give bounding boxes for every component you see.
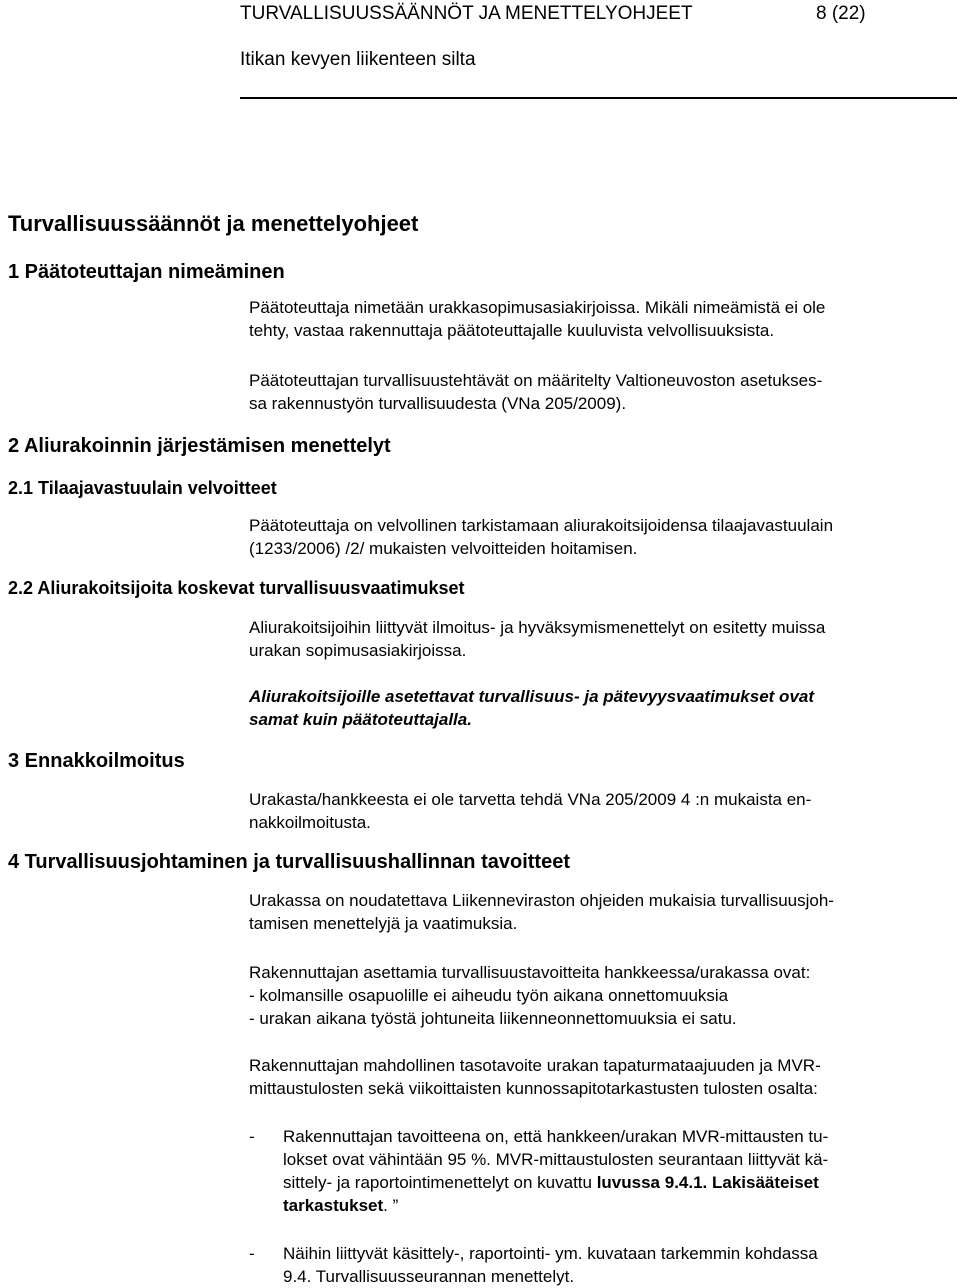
section-reference-title: tarkastukset [283,1196,384,1215]
section-2-2-heading: 2.2 Aliurakoitsijoita koskevat turvallisuusvaatimukset [8,578,465,598]
header-rule [240,97,957,99]
list-item: - Rakennuttajan tavoitteena on, että hankkeen/urakan MVR-mittausten tu- lokset ovat vähintään 95 %. MVR-mittaustulosten seurantaan liittyvät kä- sittely- ja raportointimenettelyt on kuvattu luvussa 9.4.1. Lakisääteiset tarkastukset. ” [249,1127,829,1215]
list-item: - Näihin liittyvät käsittely-, raportointi- ym. kuvataan tarkemmin kohdassa 9.4. Turvallisuusseurannan menettelyt. [249,1244,818,1286]
header-subtitle: Itikan kevyen liikenteen silta [240,49,476,70]
header-title: TURVALLISUUSSÄÄNNÖT JA MENETTELYOHJEET [240,3,693,24]
section-3-paragraph: Urakasta/hankkeesta ei ole tarvetta tehdä VNa 205/2009 4 :n mukaista en- nakkoilmoitusta. [249,790,812,832]
section-2-heading: 2 Aliurakoinnin järjestämisen menettelyt [8,435,391,457]
section-4-paragraph-1: Urakassa on noudatettava Liikenneviraston ohjeiden mukaisia turvallisuusjoh- tamisen menettelyjä ja vaatimuksia. [249,891,834,933]
list-bullet: - [249,1244,255,1263]
section-4-paragraph-3: Rakennuttajan mahdollinen tasotavoite urakan tapaturmataajuuden ja MVR- mittaustulosten sekä viikoittaisten kunnossapitotarkastusten tulosten osalta: [249,1056,821,1098]
section-reference: luvussa 9.4.1. Lakisääteiset [596,1173,819,1192]
section-1-paragraph-1: Päätoteuttaja nimetään urakkasopimusasiakirjoissa. Mikäli nimeämistä ei ole tehty, vastaa rakennuttaja päätoteuttajalle kuuluvista velvollisuuksista. [249,298,826,340]
section-3-heading: 3 Ennakkoilmoitus [8,750,185,772]
list-bullet: - [249,1127,255,1146]
page-number: 8 (22) [816,3,866,24]
section-2-2-paragraph: Aliurakoitsijoihin liittyvät ilmoitus- ja hyväksymismenettelyt on esitetty muissa urakan sopimusasiakirjoissa. [249,618,826,660]
section-1-heading: 1 Päätoteuttajan nimeäminen [8,261,285,283]
section-4-heading: 4 Turvallisuusjohtaminen ja turvallisuushallinnan tavoitteet [8,851,570,873]
section-2-2-emphasis: Aliurakoitsijoille asetettavat turvallisuus- ja pätevyysvaatimukset ovat samat kuin päätoteuttajalla. [249,687,815,729]
section-2-1-heading: 2.1 Tilaajavastuulain velvoitteet [8,478,277,498]
section-4-paragraph-2: Rakennuttajan asettamia turvallisuustavoitteita hankkeessa/urakassa ovat: - kolmansille osapuolille ei aiheudu työn aikana onnettomuuksia - urakan aikana työstä johtuneita liikenneonnettomuuksia ei satu. [249,963,811,1028]
document-title: Turvallisuussäännöt ja menettelyohjeet [8,211,419,236]
section-2-1-paragraph: Päätoteuttaja on velvollinen tarkistamaan aliurakoitsijoidensa tilaajavastuulain (1233/2006) /2/ mukaisten velvoitteiden hoitamisen. [249,516,834,558]
section-1-paragraph-2: Päätoteuttajan turvallisuustehtävät on määritelty Valtioneuvoston asetukses- sa rakennustyön turvallisuudesta (VNa 205/2009). [249,371,823,413]
